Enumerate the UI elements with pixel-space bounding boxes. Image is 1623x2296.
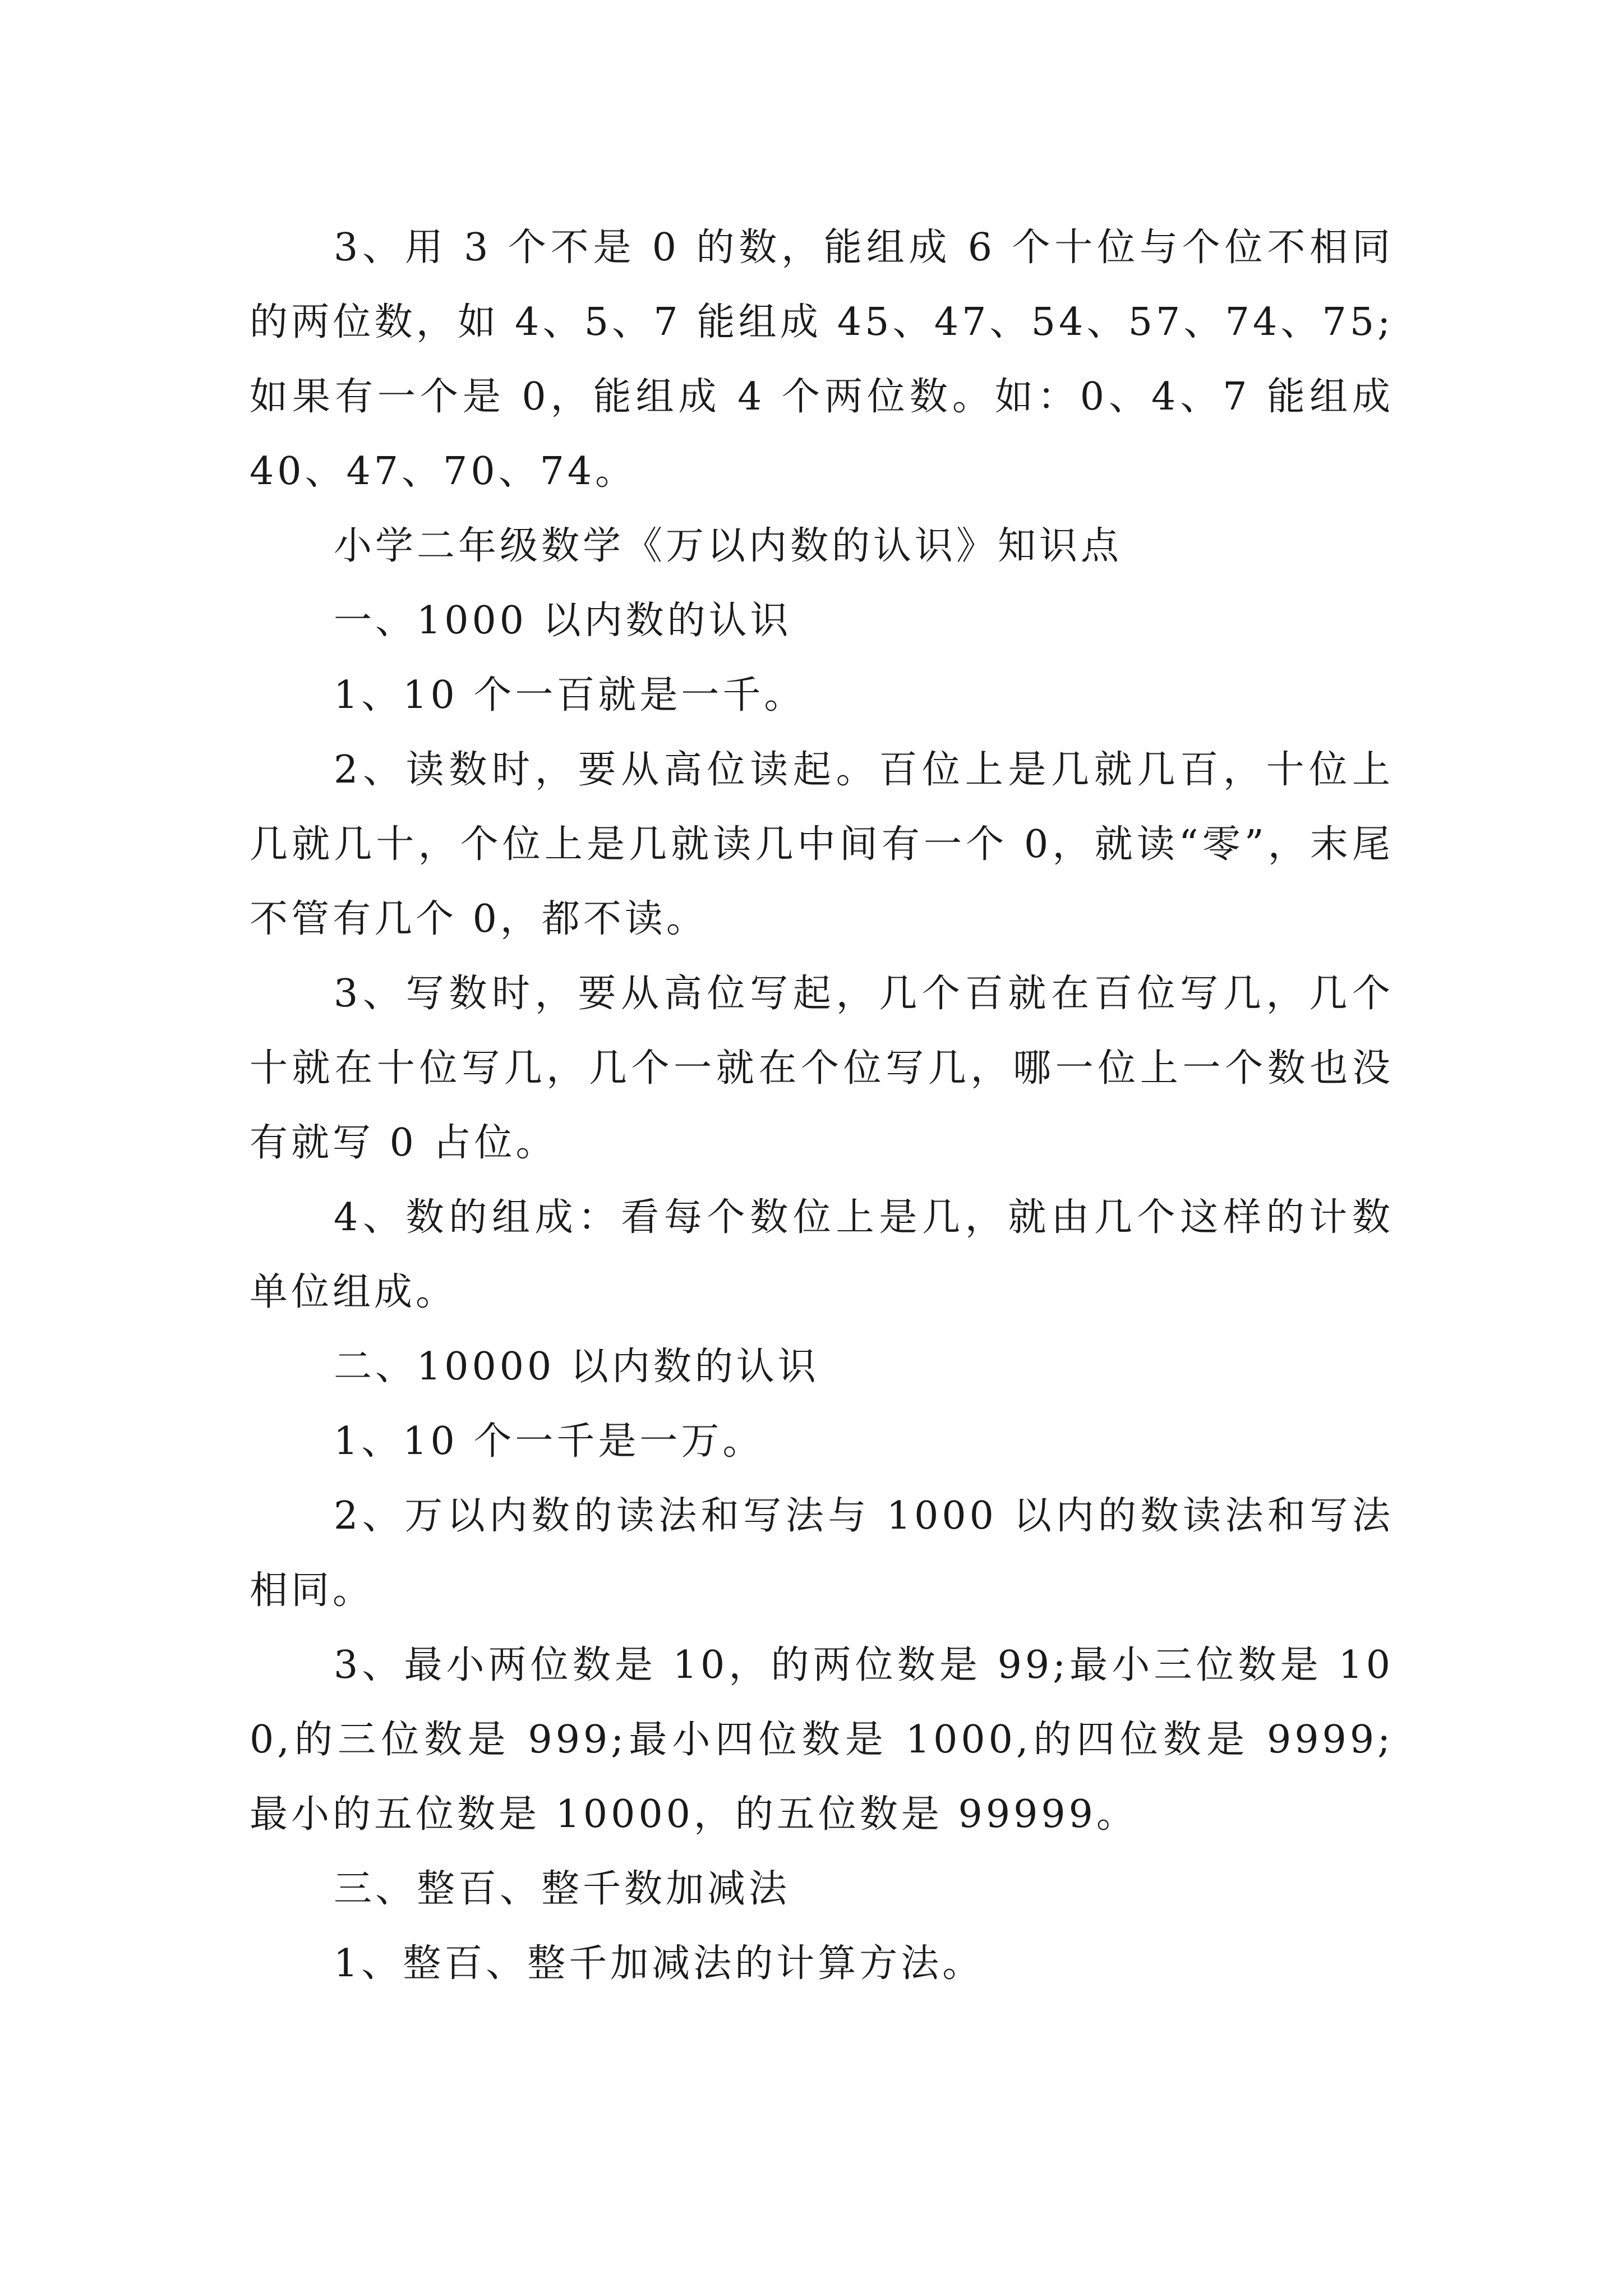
heading-within-1000: 一、1000 以内数的认识 xyxy=(334,599,792,643)
paragraph-ten-thousands: 1、10 个一千是一万。 xyxy=(334,1419,764,1464)
paragraph-two-digit-combinations: 3、用 3 个不是 0 的数，能组成 6 个十位与个位不相同的两位数，如 4、5、7 能组成 45、47、54、57、74、75;如果有一个是 0，能组成 4 个两位数。如：0、4、7 能组成 40、47、70、74。 xyxy=(250,226,1394,494)
paragraph-ten-hundreds: 1、10 个一百就是一千。 xyxy=(334,673,806,717)
paragraph-reading-numbers: 2、读数时，要从高位读起。百位上是几就几百，十位上几就几十，个位上是几就读几中间有一个 0，就读“零”，末尾不管有几个 0，都不读。 xyxy=(250,748,1394,941)
paragraph-number-composition: 4、数的组成：看每个数位上是几，就由几个这样的计数单位组成。 xyxy=(250,1195,1394,1314)
heading-add-subtract: 三、整百、整千数加减法 xyxy=(334,1867,791,1911)
paragraph-writing-numbers: 3、写数时，要从高位写起，几个百就在百位写几，几个十就在十位写几，几个一就在个位写几，哪一位上一个数也没有就写 0 占位。 xyxy=(250,972,1394,1165)
paragraph-reading-writing-same: 2、万以内数的读法和写法与 1000 以内的数读法和写法相同。 xyxy=(250,1494,1394,1613)
paragraph-min-max-digits: 3、最小两位数是 10，的两位数是 99;最小三位数是 100,的三位数是 999;最小四位数是 1000,的四位数是 9999;最小的五位数是 10000，的五位数是 99999。 xyxy=(250,1643,1394,1837)
paragraph-calculation-method: 1、整百、整千加减法的计算方法。 xyxy=(334,1941,984,1986)
heading-within-10000: 二、10000 以内数的认识 xyxy=(334,1345,819,1389)
section-title: 小学二年级数学《万以内数的认识》知识点 xyxy=(334,524,1123,568)
document-body xyxy=(250,210,1394,2001)
